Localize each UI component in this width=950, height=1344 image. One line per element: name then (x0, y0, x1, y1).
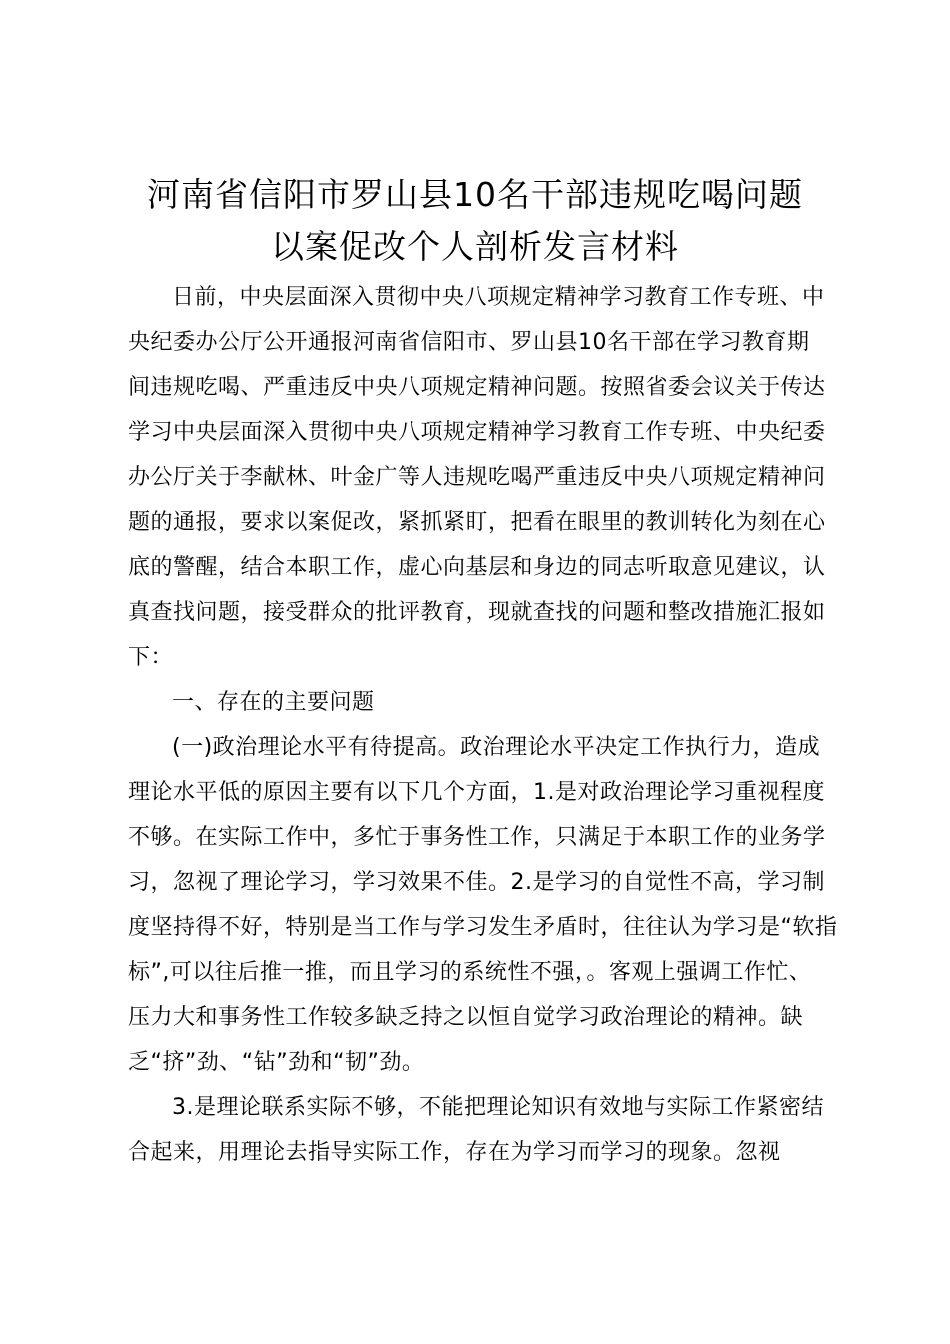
section-heading: 一、存在的主要问题 (172, 690, 375, 715)
body-line: (一)政治理论水平有待提高。政治理论水平决定工作执行力，造成 (172, 735, 821, 760)
body-line: 合起来，用理论去指导实际工作，存在为学习而学习的现象。忽视 (128, 1140, 781, 1165)
body-line: 间违规吃喝、严重违反中央八项规定精神问题。按照省委会议关于传达 (128, 375, 826, 400)
body-line: 下： (128, 645, 174, 670)
body-line: 习，忽视了理论学习，学习效果不佳。2.是学习的自觉性不高，学习制 (128, 870, 825, 895)
body-line: 3.是理论联系实际不够，不能把理论知识有效地与实际工作紧密结 (172, 1095, 824, 1120)
body-line: 压力大和事务性工作较多缺乏持之以恒自觉学习政治理论的精神。缺 (128, 1005, 804, 1030)
document-body (128, 275, 838, 1175)
document-title-line-2: 以案促改个人剖析发言材料 (271, 227, 679, 266)
body-line: 度坚持得不好，特别是当工作与学习发生矛盾时，往往认为学习是“软指 (128, 915, 838, 940)
body-line: 标”,可以往后推一推，而且学习的系统性不强，。客观上强调工作忙、 (128, 960, 812, 985)
body-line: 题的通报，要求以案促改，紧抓紧盯，把看在眼里的教训转化为刻在心 (128, 510, 826, 535)
body-line: 央纪委办公厅公开通报河南省信阳市、罗山县10名干部在学习教育期 (128, 330, 810, 355)
body-line: 学习中央层面深入贯彻中央八项规定精神学习教育工作专班、中央纪委 (128, 420, 826, 445)
body-line: 底的警醒，结合本职工作，虚心向基层和身边的同志听取意见建议，认 (128, 555, 826, 580)
body-line: 真查找问题，接受群众的批评教育，现就查找的问题和整改措施汇报如 (128, 600, 826, 625)
body-line: 不够。在实际工作中，多忙于事务性工作，只满足于本职工作的业务学 (128, 825, 826, 850)
body-line: 办公厅关于李献林、叶金广等人违规吃喝严重违反中央八项规定精神问 (128, 465, 826, 490)
document-title-line-1: 河南省信阳市罗山县10名干部违规吃喝问题 (147, 175, 803, 214)
body-line: 日前，中央层面深入贯彻中央八项规定精神学习教育工作专班、中 (172, 285, 825, 310)
body-line: 乏“挤”劲、“钻”劲和“韧”劲。 (128, 1050, 425, 1075)
body-line: 理论水平低的原因主要有以下几个方面，1.是对政治理论学习重视程度 (128, 780, 825, 805)
